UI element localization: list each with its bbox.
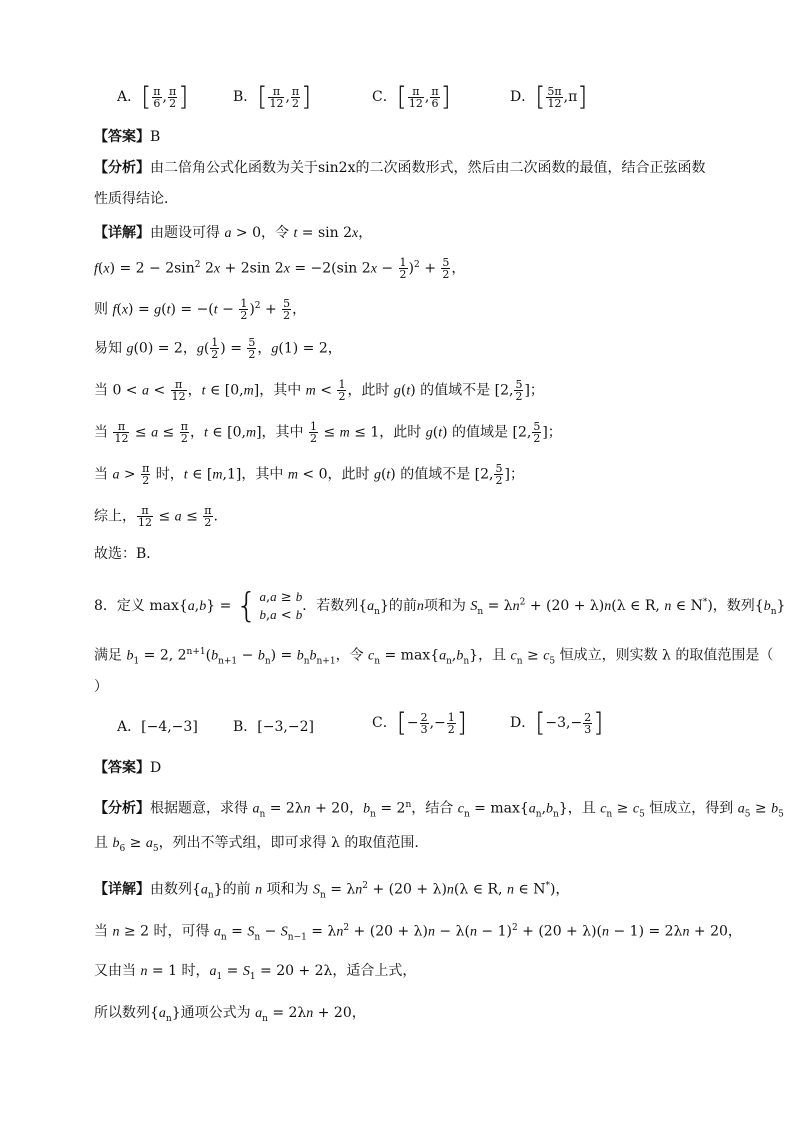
q8-detail-3: 又由当 n = 1 时，$a_1 = S_1 = 20 + 2\lambda$，适合上式， [94,963,417,982]
q8-detail-2: 当 n ≥ 2 时，可得 $a_n = S_n - S_{n-1} = \lambda n^2 + (20 + \lambda)n - \lambda(n - 1)^2 + (20 + \lambda)(n - 1) = 2\lambda n + 20$， [94,923,742,943]
q7-detail: 【详解】由题设可得 a > 0，令 t = sin 2x， [94,225,373,241]
q8-answer: 【答案】D [94,760,162,776]
q8-stem-2: 满足 $b_1 = 2$, $2^{n+1}(b_{n+1} - b_n) = b_nb_{n+1}$，令 $c_n = \max\{a_n,b_n\}$，且 $c_n \ge c_5$ 恒成立，则实数 λ 的取值范围是（ [94,647,774,667]
q7-case-2: 当 $\frac{\pi}{12}$ ≤ a ≤ $\frac{\pi}{2}$ ，t ∈ [0,m]，其中 $\frac{1}{2}$ ≤ m ≤ 1，此时 g(t) 的值域是 [2, $\frac{5}{2}$ ]； [94,420,562,445]
q7-option-b: B．[ $\frac{\pi}{12}$ , $\frac{\pi}{2}$ ] [233,82,312,112]
q8-detail-4: 所以数列$\{a_n\}$通项公式为 $a_n = 2\lambda n + 20$， [94,1005,366,1024]
q8-analysis-1: 【分析】根据题意，求得 $a_n = 2\lambda n + 20$，$b_n = 2^n$，结合 $c_n = \max\{a_n,b_n\}$，且 $c_n \ge c_5$ 恒成立，得到 $a_5 \ge b_5$ [94,800,784,820]
q7-answer: 【答案】B [94,129,161,145]
q7-eq-2: 则 f(x) = g(t) = −(t − $\frac{1}{2}$ )$^2$ + $\frac{5}{2}$ ， [94,297,307,323]
q7-case-1: 当 0 < a < $\frac{\pi}{12}$ ，t ∈ [0,m]，其中 m < $\frac{1}{2}$ ，此时 g(t) 的值域不是 [2, $\frac{5}{2}$ ]； [94,378,544,403]
option-label: C． [372,89,397,105]
q7-choose: 故选：B． [94,546,161,562]
q8-option-a: A．[−4,−3] [117,719,198,735]
q7-option-d: D．[ $\frac{5\pi}{12}$ ,π] [510,82,588,112]
q8-detail-1: 【详解】由数列$\{a_n\}$的前 n 项和为 $S_n = \lambda n^2 + (20 + \lambda)n(\lambda$ ∈ R, n ∈ N*)， [94,881,570,901]
q7-analysis-2: 性质得结论． [94,191,178,207]
q7-case-3: 当 a > $\frac{\pi}{2}$ 时，t ∈ [m,1]，其中 m < 0，此时 g(t) 的值域不是 [2, $\frac{5}{2}$ ]； [94,462,524,487]
q8-option-b: B．[−3,−2] [233,719,314,735]
q8-option-c: C．[− $\frac{2}{3}$ ,− $\frac{1}{2}$ ] [372,708,467,738]
option-label: A． [117,89,142,105]
q8-paren: ） [94,679,108,695]
q8-analysis-2: 且 $b_6 \ge a_5$，列出不等式组，即可求得 λ 的取值范围. [94,835,419,854]
q7-option-c: C．[ $\frac{\pi}{12}$ , $\frac{\pi}{6}$ ] [372,82,451,112]
option-label: D． [510,89,536,105]
q7-eq-3: 易知 g(0) = 2，g( $\frac{1}{2}$ ) = $\frac{5}{2}$ ，g(1) = 2， [94,336,342,361]
q7-option-a: A．[ $\frac{\pi}{6}$ , $\frac{\pi}{2}$ ] [117,82,189,112]
q7-eq-1: $f(x) = 2 - 2\sin^2$ 2x + 2sin 2x = −2(sin 2x − $\frac{1}{2}$ )$^2$ + $\frac{5}{2}$ ， [94,256,466,282]
q8-stem-1: 8．定义 max{a,b} = { a,a ≥ b b,a < b．若数列$\{a_n\}$的前n项和为 $S_n = \lambda n^2 + (20 + \lambda)n(\lambda$ ∈ R, n ∈ N*)，数列$\{b_n\}$ [94,586,786,626]
option-label: B． [233,89,258,105]
q8-option-d: D．[−3,− $\frac{2}{3}$ ] [510,708,604,738]
q7-analysis: 【分析】由二倍角公式化函数为关于sin2x的二次函数形式，然后由二次函数的最值，结合正弦函数 [94,160,706,176]
q7-summary: 综上， $\frac{\pi}{12}$ ≤ a ≤ $\frac{\pi}{2}$ . [94,504,218,529]
